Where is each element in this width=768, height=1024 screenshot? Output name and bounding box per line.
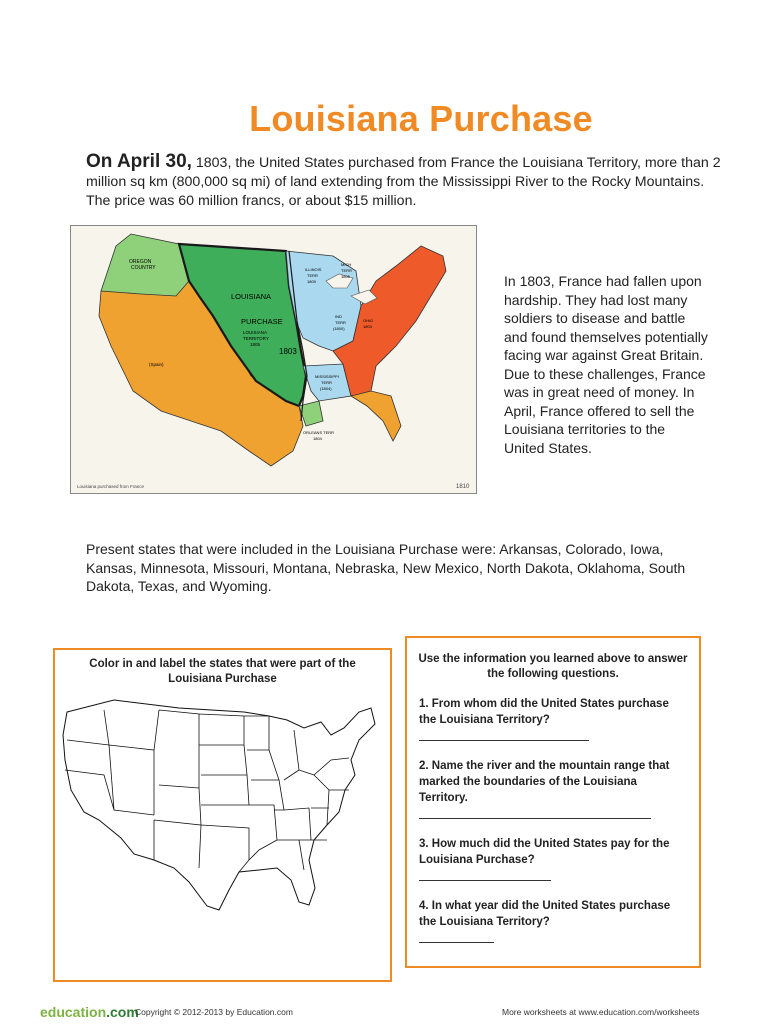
education-logo[interactable] — [40, 1004, 139, 1020]
map-label-illinois: TERR — [307, 273, 318, 278]
historical-map — [70, 225, 477, 494]
map-label-territory: TERRITORY — [243, 336, 269, 341]
map-corner-year: 1810 — [456, 484, 470, 490]
map-label-year: 1803 — [279, 347, 297, 356]
map-label-spain: (Spain) — [149, 362, 164, 367]
map-label-mississippi: MISSISSIPPI — [315, 374, 339, 379]
question-1: 1. From whom did the United States purchase the Louisiana Territory? — [419, 698, 669, 726]
coloring-activity-box — [53, 648, 392, 982]
map-label-oregon: OREGON — [129, 259, 152, 265]
intro-lead: On April 30, — [86, 151, 192, 172]
page-title: Louisiana Purchase — [249, 98, 593, 139]
question-3: 3. How much did the United States pay for the Louisiana Purchase? — [419, 838, 670, 866]
intro-text: 1803, the United States purchased from France the Louisiana Territory, more than 2 million sq km (800,000 sq mi) of land extending from the Mississippi River to the Rocky Mountains. The price was 60 million francs, or about $15 million. — [86, 155, 721, 209]
map-label-illinois: ILLINOIS — [305, 267, 322, 272]
map-label-mich: TERR — [341, 268, 352, 273]
map-label-ohio: 1803 — [363, 324, 372, 329]
answer-line-4[interactable] — [419, 942, 494, 943]
logo-dotcom: .com — [106, 1004, 139, 1020]
map-label-oregon: COUNTRY — [131, 265, 156, 271]
question-2: 2. Name the river and the mountain range that marked the boundaries of the Louisiana Territory. — [419, 760, 670, 804]
map-label-mississippi: (1804) — [320, 386, 332, 391]
map-label-illinois: 1809 — [307, 279, 316, 284]
copyright-text: Copyright © 2012-2013 by Education.com — [135, 1007, 293, 1017]
questions-instructions: Use the information you learned above to answer the following questions. — [418, 653, 688, 680]
questions-box — [405, 636, 701, 968]
us-outline-map[interactable] — [59, 690, 386, 960]
map-label-ind: (1800) — [333, 326, 345, 331]
map-label-mississippi: TERR — [321, 380, 332, 385]
map-label-ind: IND — [335, 314, 342, 319]
activity-instructions: Color in and label the states that were part of the Louisiana Purchase — [89, 658, 356, 685]
more-worksheets-link[interactable]: More worksheets at www.education.com/worksheets — [502, 1007, 700, 1017]
map-label-mich: MICH — [341, 262, 352, 267]
map-caption: Louisiana purchased from France — [77, 484, 145, 489]
map-label-orleans: 1804 — [313, 436, 322, 441]
florida-region — [351, 391, 401, 441]
map-label-purchase: PURCHASE — [241, 317, 283, 326]
logo-main: education — [40, 1004, 107, 1020]
intro-paragraph — [86, 152, 726, 211]
map-label-territory: 1805 — [250, 342, 261, 347]
map-label-louisiana: LOUISIANA — [231, 292, 272, 301]
map-label-ind: TERR — [335, 320, 346, 325]
map-label-mich: 1805 — [341, 274, 350, 279]
map-label-orleans: ORLEANS TERR — [303, 430, 335, 435]
map-label-ohio: OHIO — [363, 318, 374, 323]
states-paragraph: Present states that were included in the Louisiana Purchase were: Arkansas, Colorado, Iowa, Kansas, Minnesota, Missouri, Montana, Nebraska, New Mexico, North Dakota, Oklahoma, South Dakota, Texas, and Wyoming. — [86, 541, 686, 594]
side-paragraph: In 1803, France had fallen upon hardship. They had lost many soldiers to disease and battle and found themselves potentially facing war against Great Britain. Due to these challenges, France was in great need of money. In April, France offered to sell the Louisiana territories to the United States. — [504, 273, 708, 456]
map-label-territory: LOUISIANA — [243, 330, 268, 335]
question-4: 4. In what year did the United States purchase the Louisiana Territory? — [419, 900, 671, 928]
historical-map-graphic — [71, 226, 476, 493]
